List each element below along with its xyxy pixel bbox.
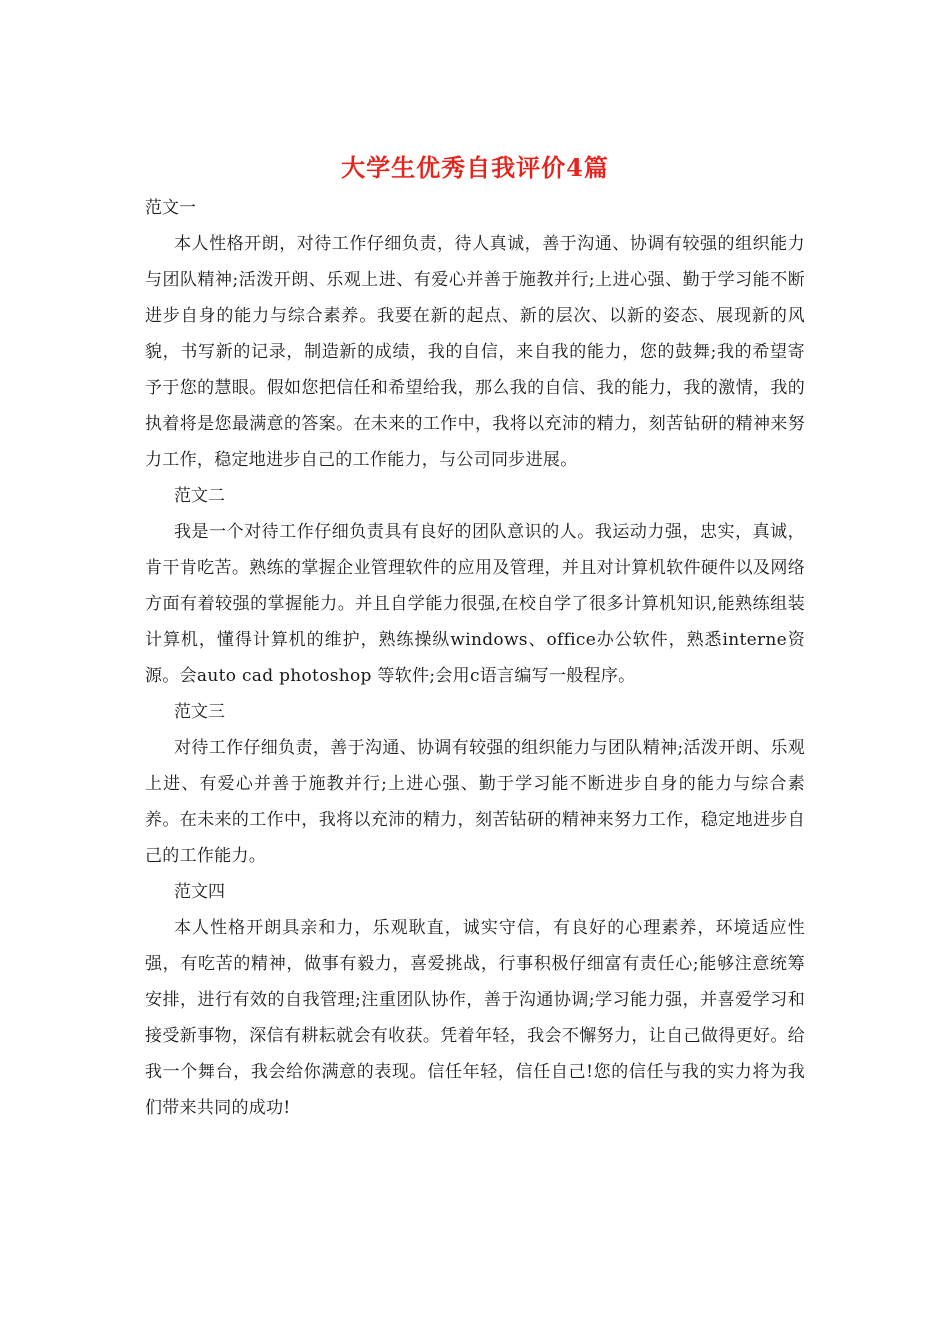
section-2 (145, 478, 805, 694)
section-label: 范文四 (174, 882, 225, 902)
section-3 (145, 694, 805, 874)
section-paragraph: 本人性格开朗，对待工作仔细负责，待人真诚，善于沟通、协调有较强的组织能力与团队精神;活泼开朗、乐观上进、有爱心并善于施教并行;上进心强、勤于学习能不断进步自身的能力与综合素养。我要在新的起点、新的层次、以新的姿态、展现新的风貌，书写新的记录，制造新的成绩，我的自信，来自我的能力，您的鼓舞;我的希望寄予于您的慧眼。假如您把信任和希望给我，那么我的自信、我的能力，我的激情，我的执着将是您最满意的答案。在未来的工作中，我将以充沛的精力，刻苦钻研的精神来努力工作，稳定地进步自己的工作能力，与公司同步进展。 (145, 234, 805, 470)
document-title: 大学生优秀自我评价4篇 (341, 153, 609, 182)
section-label: 范文二 (174, 486, 225, 506)
section-paragraph: 对待工作仔细负责，善于沟通、协调有较强的组织能力与团队精神;活泼开朗、乐观上进、有爱心并善于施教并行;上进心强、勤于学习能不断进步自身的能力与综合素养。在未来的工作中，我将以充沛的精力，刻苦钻研的精神来努力工作，稳定地进步自己的工作能力。 (145, 738, 805, 866)
section-1 (145, 190, 805, 478)
section-4 (145, 874, 805, 1126)
section-paragraph: 本人性格开朗具亲和力，乐观耿直，诚实守信，有良好的心理素养，环境适应性强，有吃苦的精神，做事有毅力，喜爱挑战，行事积极仔细富有责任心;能够注意统筹安排，进行有效的自我管理;注重团队协作，善于沟通协调;学习能力强，并喜爱学习和接受新事物，深信有耕耘就会有收获。凭着年轻，我会不懈努力，让自己做得更好。给我一个舞台，我会给你满意的表现。信任年轻，信任自己!您的信任与我的实力将为我们带来共同的成功! (145, 918, 805, 1118)
document-page (145, 150, 805, 1126)
section-label: 范文三 (174, 702, 225, 722)
section-label: 范文一 (145, 198, 196, 218)
section-paragraph: 我是一个对待工作仔细负责具有良好的团队意识的人。我运动力强，忠实，真诚，肯干肯吃苦。熟练的掌握企业管理软件的应用及管理，并且对计算机软件硬件以及网络方面有着较强的掌握能力。并且自学能力很强,在校自学了很多计算机知识,能熟练组装计算机，懂得计算机的维护，熟练操纵windows、office办公软件，熟悉interne资源。会auto cad photoshop 等软件;会用c语言编写一般程序。 (145, 522, 805, 686)
